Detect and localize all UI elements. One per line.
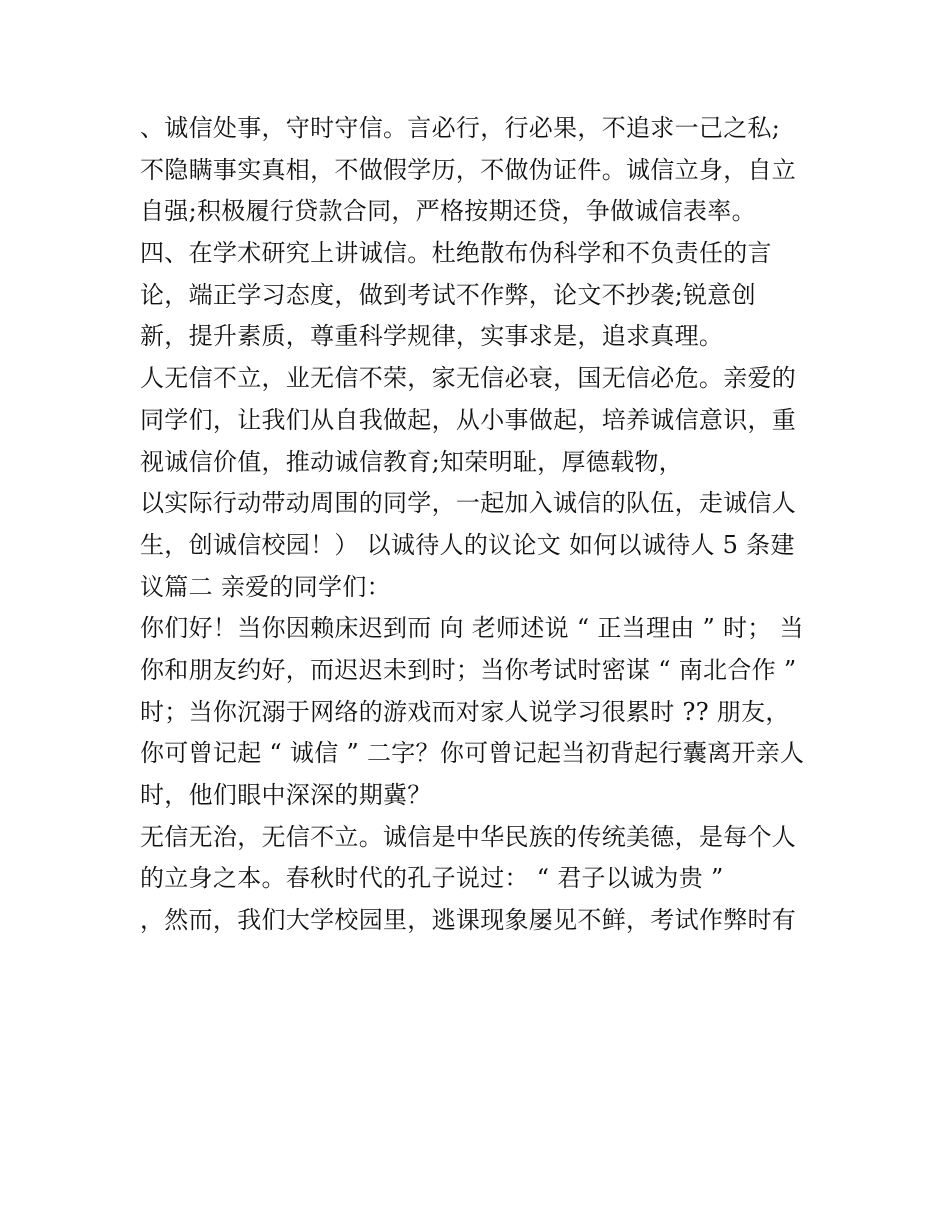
text-line: ，然而，我们大学校园里，逃课现象屡见不鲜，考试作弊时有 [140, 906, 797, 935]
text-line: 同学们，让我们从自我做起，从小事做起，培养诚信意识，重 [140, 405, 797, 434]
text-line: 以实际行动带动周围的同学，一起加入诚信的队伍，走诚信人 [140, 489, 797, 518]
text-line: 的立身之本。春秋时代的孔子说过： “ 君子以诚为贵 ” [140, 864, 724, 893]
text-line: 新，提升素质，尊重科学规律，实事求是，追求真理。 [140, 322, 724, 351]
text-line: 、诚信处事，守时守信。言必行，行必果，不追求一己之私; [140, 114, 781, 142]
text-line: 你可曾记起 “ 诚信 ” 二字？你可曾记起当初背起行囊离开亲人 [140, 739, 805, 768]
text-line: 人无信不立，业无信不荣，家无信必衰，国无信必危。亲爱的 [140, 364, 797, 393]
text-line: 论，端正学习态度，做到考试不作弊，论文不抄袭;锐意创 [140, 280, 756, 309]
text-line: 自强;积极履行贷款合同，严格按期还贷，争做诚信表率。 [140, 197, 756, 226]
text-line: 议篇二 亲爱的同学们： [140, 572, 391, 601]
text-line: 时，他们眼中深深的期冀？ [140, 781, 432, 809]
text-line: 生，创诚信校园！） 以诚待人的议论文 如何以诚待人 5 条建 [140, 530, 795, 559]
document-body [140, 108, 830, 942]
text-line: 你们好！当你因赖床迟到而 向 老师述说 “ 正当理由 ” 时； 当 [140, 614, 804, 643]
text-line: 四、在学术研究上讲诚信。杜绝散布伪科学和不负责任的言 [140, 239, 772, 268]
text-line: 你和朋友约好，而迟迟未到时；当你考试时密谋 “ 南北合作 ” [140, 655, 797, 684]
text-line: 视诚信价值，推动诚信教育;知荣明耻，厚德载物， [140, 447, 683, 476]
text-line: 时；当你沉溺于网络的游戏而对家人说学习很累时 ?? 朋友， [140, 697, 790, 726]
text-line: 不隐瞒事实真相，不做假学历，不做伪证件。诚信立身，自立 [140, 155, 797, 184]
text-line: 无信无治，无信不立。诚信是中华民族的传统美德，是每个人 [140, 822, 797, 851]
